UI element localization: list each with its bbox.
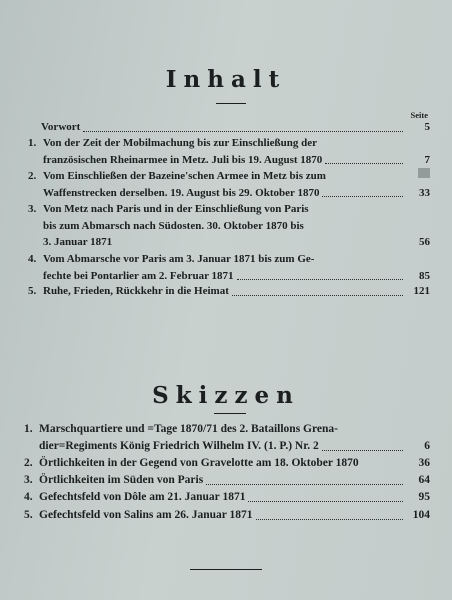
entry-text: Örtlichkeiten im Süden von Paris — [39, 474, 204, 486]
entry-number: 1. — [24, 423, 33, 435]
entry-text: bis zum Abmarsch nach Südosten. 30. Oktober 1870 bis — [43, 219, 304, 232]
entry-text: Marschquartiere und =Tage 1870/71 des 2. Bataillons Grena- — [39, 423, 338, 435]
entry-text: dier=Regiments König Friedrich Wilhelm IV. (1. P.) Nr. 2 — [39, 440, 319, 452]
closing-rule — [190, 569, 262, 570]
entry-text: Gefechtsfeld von Dôle am 21. Januar 1871 — [39, 491, 246, 503]
contents-entry-preface — [26, 119, 430, 136]
entry-number: 2. — [28, 170, 37, 182]
entry-text: Von der Zeit der Mobilmachung bis zur Einschließung der — [43, 137, 318, 149]
entry-number: 5. — [28, 285, 37, 297]
dot-leader — [322, 185, 403, 198]
dot-leader — [256, 507, 403, 520]
heading-rule — [216, 103, 246, 104]
sketch-entry-5 — [24, 507, 430, 524]
entry-number: 2. — [24, 457, 33, 469]
entry-page: 33 — [419, 186, 430, 199]
sketches-heading: Skizzen — [152, 382, 300, 409]
entry-text: 3. Januar 1871 — [43, 236, 113, 248]
dot-leader — [206, 472, 403, 485]
dot-leader — [325, 152, 403, 165]
sketch-entry-1 — [24, 421, 430, 455]
entry-text: Vom Einschließen der Bazeine'schen Armee in Metz bis zum — [43, 170, 326, 182]
sketch-entry-2 — [24, 455, 430, 472]
heading-rule — [214, 413, 246, 414]
entry-page: 85 — [419, 269, 430, 282]
entry-text: Von Metz nach Paris und in der Einschließung von Paris — [43, 203, 309, 215]
contents-entry-4 — [28, 251, 430, 284]
sketch-entry-4 — [24, 489, 430, 506]
page-column-label: Seite — [410, 110, 428, 120]
entry-text: Vom Abmarsche vor Paris am 3. Januar 1871 bis zum Ge- — [43, 253, 315, 265]
entry-number: 1. — [28, 137, 37, 149]
entry-number: 4. — [24, 491, 33, 503]
line-gap — [115, 234, 403, 247]
entry-number: 3. — [28, 203, 37, 215]
entry-page: 104 — [412, 509, 430, 521]
library-stamp-mark — [418, 168, 430, 178]
entry-page: 56 — [419, 236, 430, 248]
entry-text: fechte bei Pontarlier am 2. Februar 1871 — [43, 269, 234, 282]
entry-page: 7 — [424, 153, 430, 166]
contents-entry-5 — [28, 283, 430, 300]
entry-page: 6 — [424, 440, 430, 452]
entry-text: Waffenstrecken derselben. 19. August bis 29. Oktober 1870 — [43, 186, 320, 199]
entry-number: 3. — [24, 474, 33, 486]
entry-text: Gefechtsfeld von Salins am 26. Januar 1871 — [39, 509, 253, 521]
dot-leader — [237, 268, 403, 281]
entry-text: französischen Rheinarmee in Metz. Juli bis 19. August 1870 — [43, 153, 323, 166]
contents-heading: Inhalt — [165, 66, 287, 93]
dot-leader — [232, 283, 403, 296]
entry-number: 5. — [24, 509, 33, 521]
entry-page: 121 — [413, 285, 430, 297]
contents-entry-3 — [28, 201, 430, 251]
entry-page: 36 — [418, 457, 430, 469]
dot-leader — [83, 119, 403, 132]
entry-page: 64 — [418, 474, 430, 486]
contents-entry-2 — [28, 168, 430, 201]
entry-text: Vorwort — [41, 121, 81, 133]
entry-number: 4. — [28, 253, 37, 265]
line-gap — [329, 168, 415, 181]
dot-leader — [322, 438, 403, 451]
dot-leader — [248, 489, 403, 502]
entry-page: 5 — [424, 121, 430, 133]
contents-entry-1 — [28, 135, 430, 168]
line-gap — [362, 455, 403, 468]
sketch-entry-3 — [24, 472, 430, 489]
entry-text: Örtlichkeiten in der Gegend von Gravelotte am 18. Oktober 1870 — [39, 457, 359, 469]
entry-text: Ruhe, Frieden, Rückkehr in die Heimat — [43, 285, 229, 297]
entry-page: 95 — [418, 491, 430, 503]
